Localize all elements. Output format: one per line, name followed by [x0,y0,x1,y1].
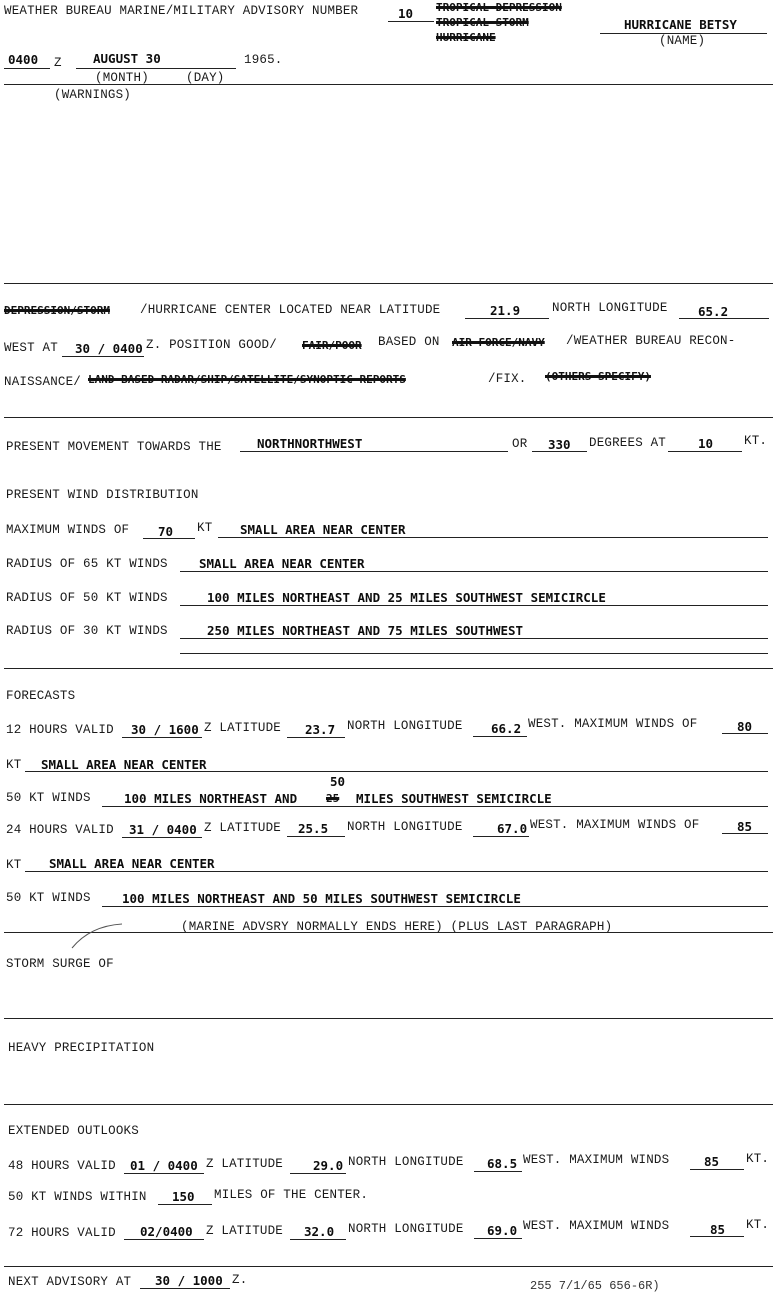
struck-type-storm: TROPICAL STORM [436,16,529,29]
movement-kt-label: KT. [744,434,768,448]
next-advisory-label: NEXT ADVISORY AT [8,1275,132,1289]
h24-kt-label: KT [6,858,22,872]
storm-name: HURRICANE BETSY [624,17,737,32]
h24-z-latitude: Z LATITUDE [204,821,282,835]
separator-rule-5 [4,1018,773,1019]
naissance-text: NAISSANCE/ [4,375,82,389]
center-longitude-underline [679,318,769,319]
or-label: OR [512,437,528,451]
h12-z-latitude: Z LATITUDE [204,721,282,735]
z-label: Z [54,56,62,70]
radius-65-underline [180,571,768,572]
h48-kt-label: KT. [746,1152,770,1166]
h24-area: SMALL AREA NEAR CENTER [49,856,215,871]
h72-longitude-underline [474,1238,522,1239]
radius-50-value: 100 MILES NORTHEAST AND 25 MILES SOUTHWEST SEMICIRCLE [207,590,606,605]
radius-30-extra-line [180,653,768,654]
h12-time: 30 / 1600 [131,722,199,737]
h72-time: 02/0400 [140,1224,193,1239]
h48-max-winds: 85 [704,1154,720,1169]
kt50-within-label: 50 KT WINDS WITHIN [8,1190,147,1204]
h12-50kt-suffix: MILES SOUTHWEST SEMICIRCLE [356,791,552,806]
h12-north-longitude: NORTH LONGITUDE [347,719,463,733]
separator-rule-7 [4,1266,773,1267]
h72-z-latitude: Z LATITUDE [206,1224,284,1238]
h24-latitude: 25.5 [298,821,329,836]
h48-label: 48 HOURS VALID [8,1159,116,1173]
max-winds-underline [143,538,195,539]
h48-time: 01 / 0400 [130,1158,198,1173]
west-at-text: WEST AT [4,341,58,355]
h24-label: 24 HOURS VALID [6,823,114,837]
next-advisory-underline [140,1288,230,1289]
center-latitude: 21.9 [490,303,521,318]
h48-west-max: WEST. MAXIMUM WINDS [523,1153,670,1167]
h72-time-underline [124,1239,204,1240]
warnings-label: (WARNINGS) [54,88,132,102]
separator-rule-2 [4,417,773,418]
movement-degrees: 330 [548,437,571,452]
issue-date: AUGUST 30 [93,51,161,66]
radius-30-underline [180,638,768,639]
max-winds-area: SMALL AREA NEAR CENTER [240,522,406,537]
h48-z-latitude: Z LATITUDE [206,1157,284,1171]
h48-longitude-underline [474,1171,522,1172]
h24-50kt-label: 50 KT WINDS [6,891,91,905]
h72-label: 72 HOURS VALID [8,1226,116,1240]
h72-latitude: 32.0 [304,1224,335,1239]
h24-time-underline [122,837,202,838]
north-longitude-text: NORTH LONGITUDE [552,301,668,315]
h72-longitude: 69.0 [487,1223,518,1238]
center-time: 30 / 0400 [75,341,143,356]
h12-area: SMALL AREA NEAR CENTER [41,757,207,772]
h24-max-winds-underline [722,833,768,834]
movement-speed: 10 [698,436,714,451]
separator-rule-1 [4,283,773,284]
center-latitude-underline [465,318,549,319]
h12-longitude: 66.2 [491,721,522,736]
h24-north-longitude: NORTH LONGITUDE [347,820,463,834]
h12-kt-label: KT [6,758,22,772]
fix-text: /FIX. [488,372,527,386]
center-located-text: /HURRICANE CENTER LOCATED NEAR LATITUDE [140,303,441,317]
h12-50kt-prefix: 100 MILES NORTHEAST AND [124,791,298,806]
advisory-header-label: WEATHER BUREAU MARINE/MILITARY ADVISORY NUMBER [4,4,359,18]
max-winds-kt: KT [197,521,213,535]
h72-west-max: WEST. MAXIMUM WINDS [523,1219,670,1233]
kt50-within-underline [158,1204,212,1205]
issue-date-underline [76,68,236,69]
position-good-text: Z. POSITION GOOD/ [146,338,277,352]
h72-north-longitude: NORTH LONGITUDE [348,1222,464,1236]
radius-50-underline [180,605,768,606]
radius-30-label: RADIUS OF 30 KT WINDS [6,624,168,638]
h48-latitude: 29.0 [313,1158,344,1173]
h72-kt-label: KT. [746,1218,770,1232]
max-winds-area-underline [218,537,768,538]
radius-30-value: 250 MILES NORTHEAST AND 75 MILES SOUTHWEST [207,623,524,638]
wind-distribution-heading: PRESENT WIND DISTRIBUTION [6,488,199,502]
weather-bureau-recon-text: /WEATHER BUREAU RECON- [566,334,736,348]
h12-time-underline [122,737,202,738]
next-advisory-time: 30 / 1000 [155,1273,223,1288]
struck-others-specify: (OTHERS SPECIFY) [545,370,651,383]
h72-latitude-underline [290,1239,346,1240]
radius-50-label: RADIUS OF 50 KT WINDS [6,591,168,605]
h12-latitude: 23.7 [305,722,336,737]
forecasts-heading: FORECASTS [6,689,76,703]
form-number: 255 7/1/65 656-6R) [530,1279,660,1293]
h24-longitude-underline [473,836,529,837]
next-advisory-z: Z. [232,1273,248,1287]
h72-max-winds: 85 [710,1222,726,1237]
h12-max-winds: 80 [737,719,753,734]
h24-50kt-underline [102,906,768,907]
pen-stroke-mark [70,920,130,950]
based-on-text: BASED ON [378,335,440,349]
movement-label: PRESENT MOVEMENT TOWARDS THE [6,440,222,454]
outlooks-heading: EXTENDED OUTLOOKS [8,1124,139,1138]
center-longitude: 65.2 [698,304,729,319]
kt50-within-value: 150 [172,1189,195,1204]
struck-fair-poor: FAIR/POOR [302,339,362,352]
h24-longitude: 67.0 [497,821,528,836]
radius-65-value: SMALL AREA NEAR CENTER [199,556,365,571]
radius-65-label: RADIUS OF 65 KT WINDS [6,557,168,571]
h48-north-longitude: NORTH LONGITUDE [348,1155,464,1169]
movement-direction-underline [240,451,508,452]
h12-50kt-correction: 50 [330,774,346,789]
day-label: (DAY) [186,71,225,85]
movement-degrees-underline [532,451,587,452]
issue-time: 0400 [8,52,39,67]
separator-rule-3 [4,668,773,669]
h24-west-max: WEST. MAXIMUM WINDS OF [530,818,700,832]
h72-max-winds-underline [690,1236,744,1237]
movement-direction: NORTHNORTHWEST [257,436,363,451]
h12-area-underline [25,771,768,772]
degrees-at-label: DEGREES AT [589,436,667,450]
h24-time: 31 / 0400 [129,822,197,837]
issue-time-underline [4,68,50,69]
h12-west-max: WEST. MAXIMUM WINDS OF [528,717,698,731]
h12-50kt-struck-value: 25 [326,792,340,805]
marine-advisory-note: (MARINE ADVSRY NORMALLY ENDS HERE) (PLUS LAST PARAGRAPH) [181,920,613,934]
advisory-number-underline [388,21,434,22]
h24-latitude-underline [287,836,345,837]
struck-airforce-navy: AIR FORCE/NAVY [452,336,545,349]
struck-type-hurricane: HURRICANE [436,31,496,44]
month-label: (MONTH) [95,71,149,85]
h12-50kt-label: 50 KT WINDS [6,791,91,805]
h12-label: 12 HOURS VALID [6,723,114,737]
h24-50kt-value: 100 MILES NORTHEAST AND 50 MILES SOUTHWEST SEMICIRCLE [122,891,521,906]
h12-50kt-underline [102,806,768,807]
h48-max-winds-underline [690,1169,744,1170]
struck-depression-storm: DEPRESSION/STORM [4,304,110,317]
heavy-precipitation-label: HEAVY PRECIPITATION [8,1041,155,1055]
kt50-within-tail: MILES OF THE CENTER. [214,1188,369,1202]
max-winds-value: 70 [158,524,174,539]
h12-latitude-underline [287,737,345,738]
h24-area-underline [25,871,768,872]
h24-max-winds: 85 [737,819,753,834]
h12-longitude-underline [473,736,527,737]
h12-max-winds-underline [722,733,768,734]
max-winds-label: MAXIMUM WINDS OF [6,523,130,537]
separator-rule-6 [4,1104,773,1105]
h48-latitude-underline [290,1173,346,1174]
header-rule [4,84,773,85]
movement-speed-underline [668,451,742,452]
storm-surge-label: STORM SURGE OF [6,957,114,971]
h48-time-underline [124,1173,204,1174]
struck-type-depression: TROPICAL DEPRESSION [436,1,562,14]
struck-radar-sources: LAND BASED RADAR/SHIP/SATELLITE/SYNOPTIC REPORTS [88,373,406,386]
issue-year: 1965. [244,53,283,67]
center-time-underline [62,356,144,357]
h48-longitude: 68.5 [487,1156,518,1171]
name-label: (NAME) [659,34,706,48]
advisory-number: 10 [398,6,414,21]
